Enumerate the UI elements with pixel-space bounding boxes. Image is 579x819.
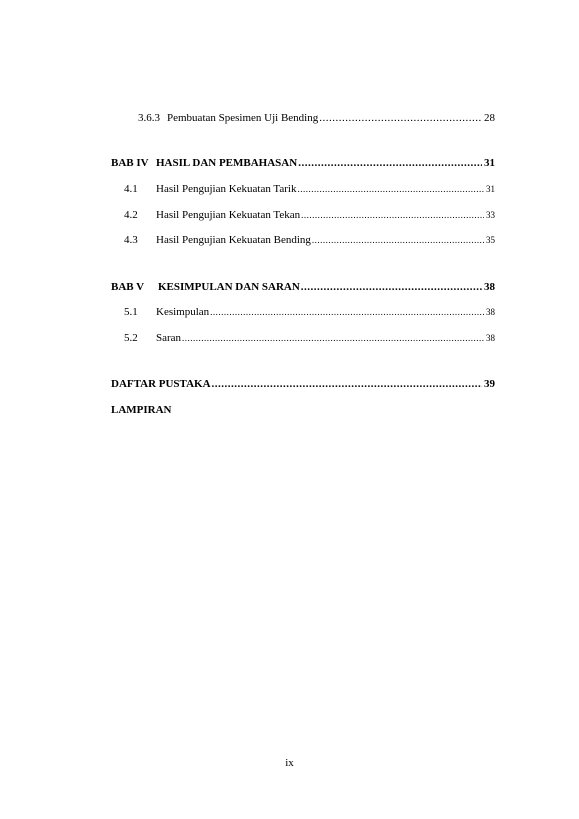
toc-entry-3-6-3[interactable] <box>138 111 495 125</box>
toc-entry-5-2[interactable] <box>124 331 495 345</box>
dot-leader <box>210 305 484 319</box>
toc-chapter-page: 31 <box>484 157 495 169</box>
toc-entry-title: Hasil Pengujian Kekuatan Tekan <box>156 209 301 221</box>
toc-entry-number: 4.3 <box>124 234 138 246</box>
toc-chapter-daftar-pustaka[interactable] <box>111 377 495 391</box>
dot-leader <box>319 111 482 125</box>
toc-chapter-page: 38 <box>484 281 495 293</box>
toc-entry-page: 38 <box>486 333 495 343</box>
dot-leader <box>297 182 484 196</box>
toc-chapter-page: 39 <box>484 378 495 390</box>
toc-entry-number: 4.1 <box>124 183 138 195</box>
toc-chapter-title: DAFTAR PUSTAKA <box>111 378 211 390</box>
toc-entry-page: 28 <box>484 112 495 124</box>
toc-entry-page: 33 <box>486 210 495 220</box>
dot-leader <box>182 331 484 345</box>
toc-entry-title: Hasil Pengujian Kekuatan Tarik <box>156 183 297 195</box>
dot-leader <box>212 377 482 391</box>
toc-chapter-title: KESIMPULAN DAN SARAN <box>158 281 300 293</box>
toc-entry-title: Hasil Pengujian Kekuatan Bending <box>156 234 311 246</box>
dot-leader <box>298 156 482 170</box>
toc-chapter-lampiran[interactable] <box>111 403 495 417</box>
toc-chapter-label: BAB IV <box>111 157 149 169</box>
toc-entry-page: 35 <box>486 235 495 245</box>
toc-entry-page: 31 <box>486 184 495 194</box>
dot-leader <box>312 233 484 247</box>
toc-entry-5-1[interactable] <box>124 305 495 319</box>
dot-leader <box>301 208 484 222</box>
toc-entry-title: Saran <box>156 332 182 344</box>
toc-entry-number: 5.2 <box>124 332 138 344</box>
toc-chapter-bab-iv[interactable] <box>111 156 495 170</box>
toc-entry-title: Kesimpulan <box>156 306 210 318</box>
toc-chapter-label: BAB V <box>111 281 145 293</box>
toc-entry-number: 5.1 <box>124 306 138 318</box>
toc-entry-number: 3.6.3 <box>138 112 160 124</box>
toc-entry-page: 38 <box>486 307 495 317</box>
toc-entry-4-2[interactable] <box>124 208 495 222</box>
toc-chapter-title: HASIL DAN PEMBAHASAN <box>156 157 298 169</box>
toc-entry-4-1[interactable] <box>124 182 495 196</box>
page-number: ix <box>285 757 294 769</box>
dot-leader <box>301 280 482 294</box>
toc-entry-4-3[interactable] <box>124 233 495 247</box>
toc-chapter-title: LAMPIRAN <box>111 404 172 416</box>
toc-entry-number: 4.2 <box>124 209 138 221</box>
toc-chapter-bab-v[interactable] <box>111 280 495 294</box>
toc-entry-title: Pembuatan Spesimen Uji Bending <box>167 112 319 124</box>
